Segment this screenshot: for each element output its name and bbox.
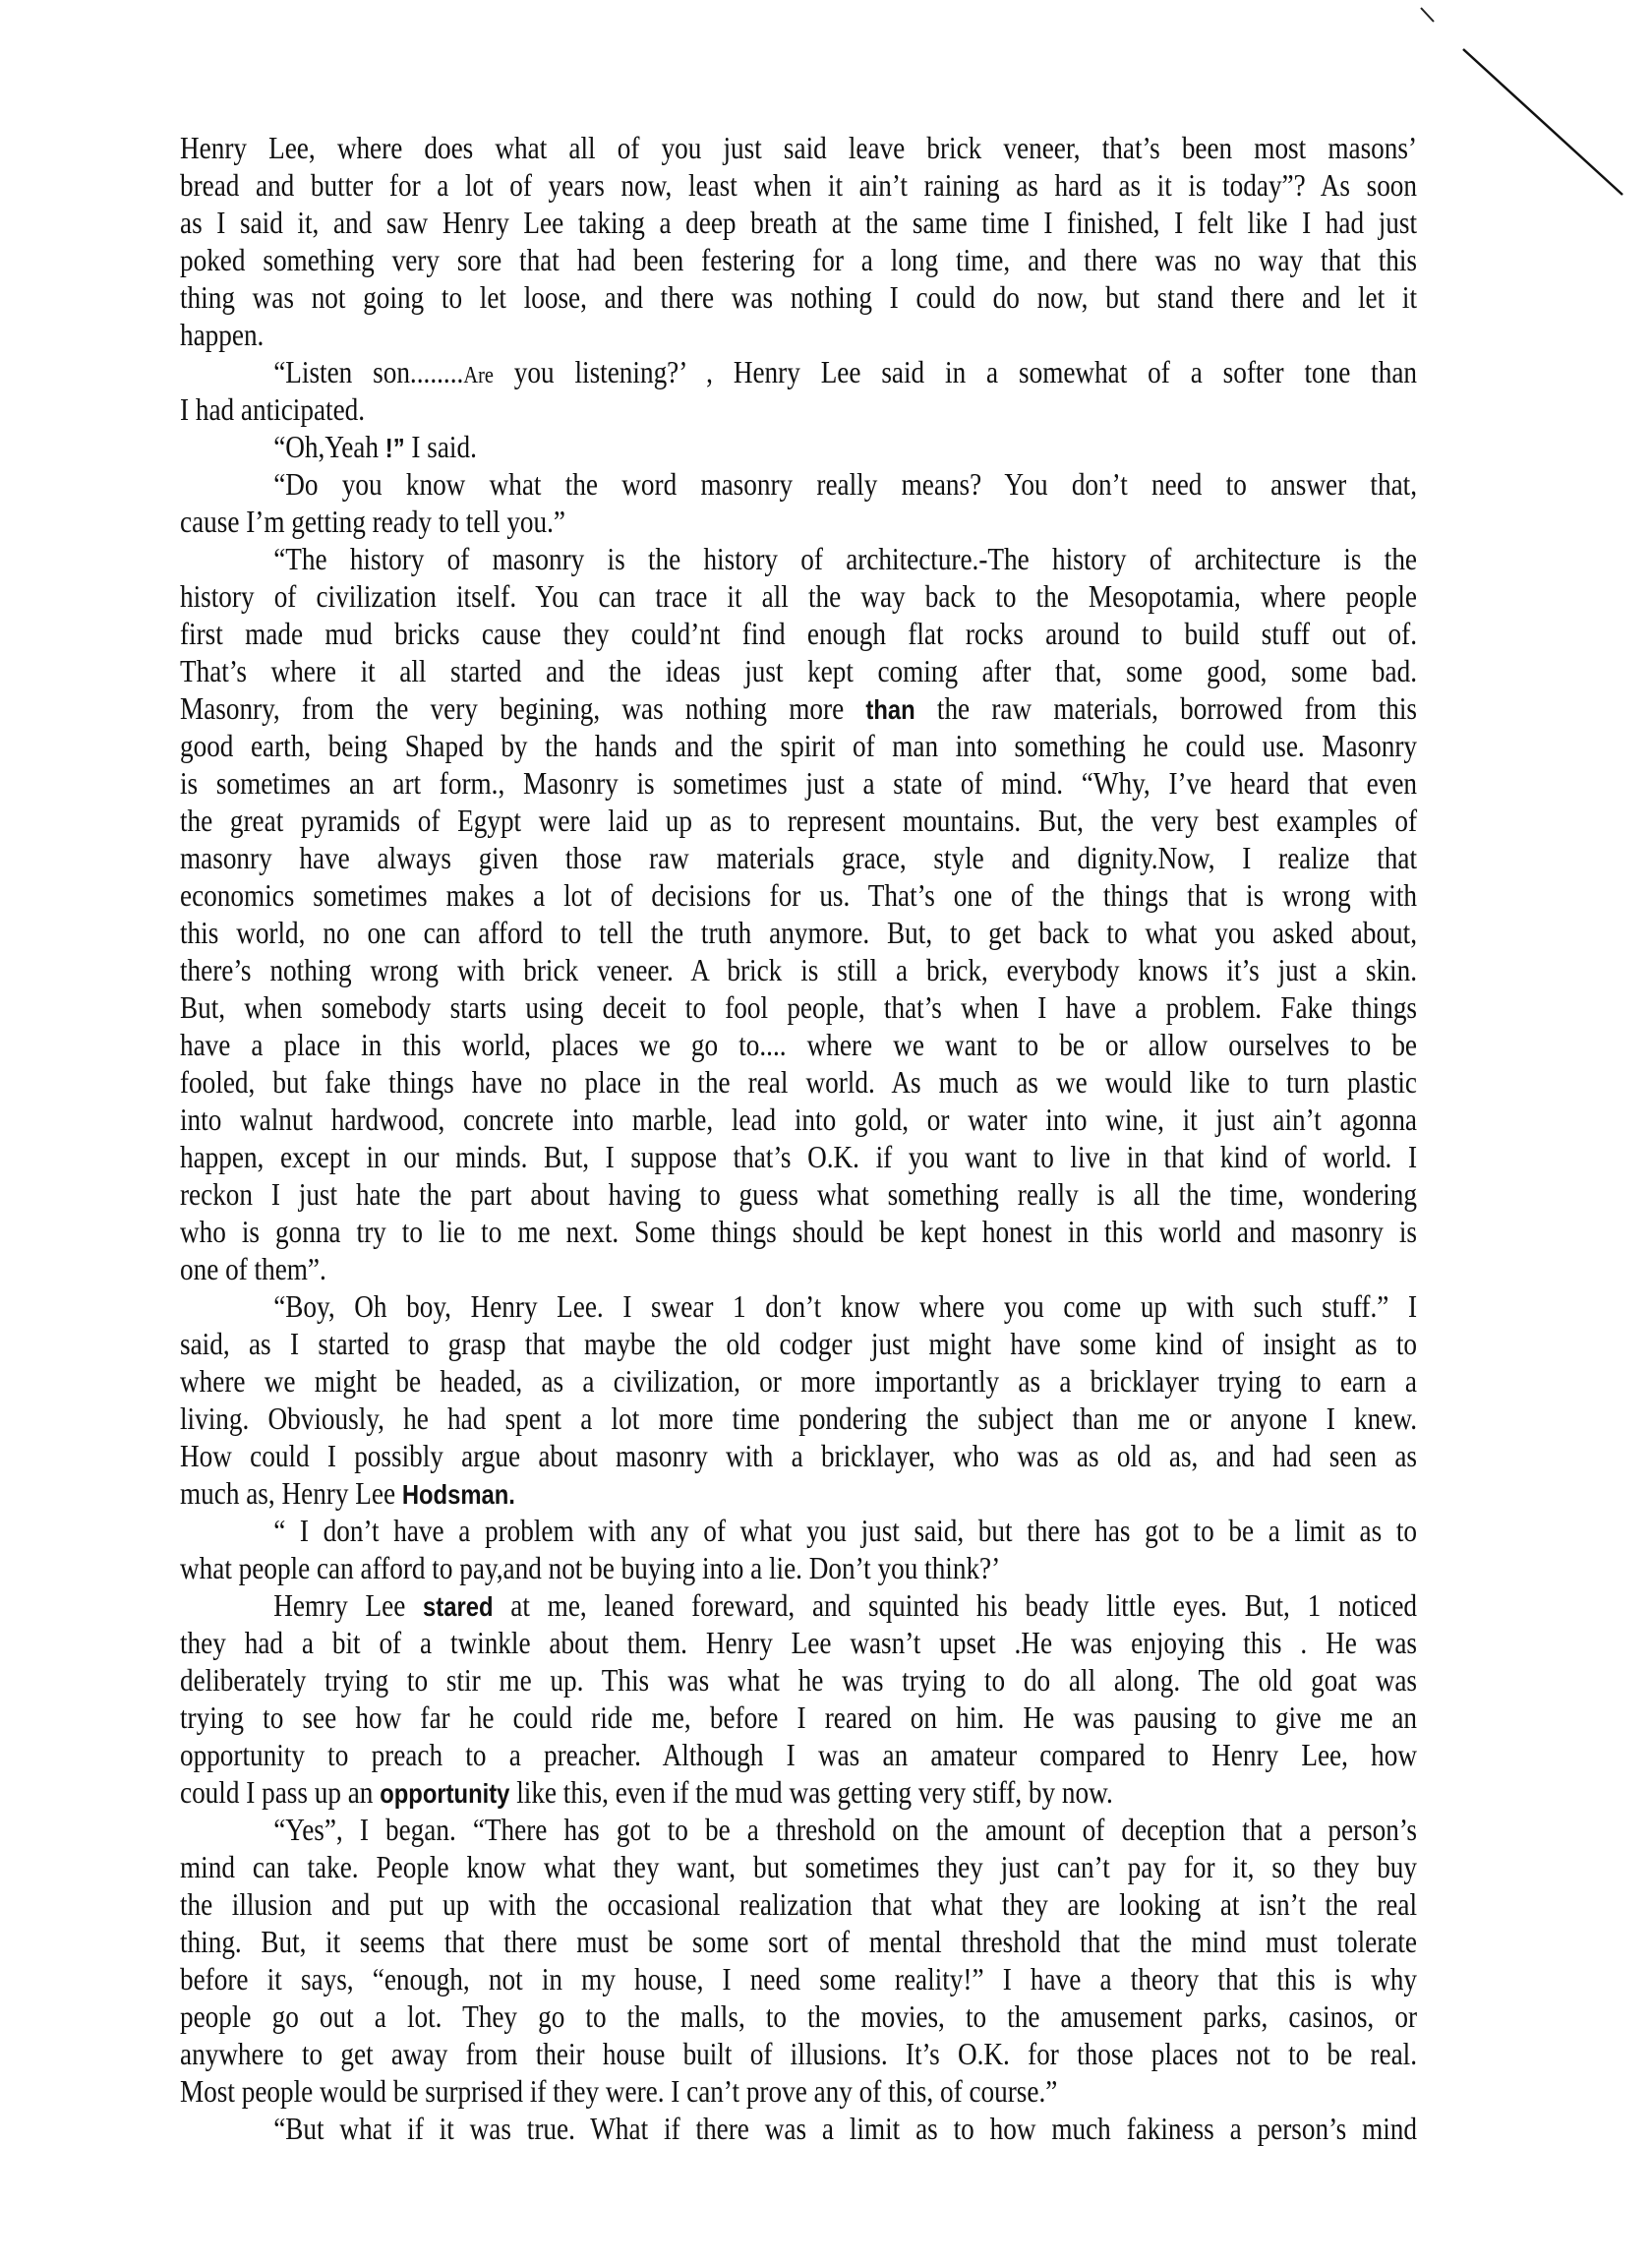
bold-text-segment: than — [865, 694, 915, 725]
text-line-content: “Do you know what the word masonry really means? You don’t need to answer that, — [273, 466, 1418, 502]
text-line-content: the illusion and put up with the occasional realization that what they are looking at isn’t the real — [180, 1886, 1417, 1922]
text-line — [180, 316, 1417, 353]
text-line — [180, 1736, 1417, 1773]
text-segment: you listening?’ , Henry Lee said in a somewhat of a softer tone than — [493, 354, 1418, 389]
text-line — [180, 1960, 1417, 1997]
text-line-content — [180, 1586, 1417, 1626]
text-line-content: “Boy, Oh boy, Henry Lee. I swear 1 don’t know where you come up with such stuff.” I — [273, 1288, 1418, 1324]
text-line-content: who is gonna try to lie to me next. Some things should be kept honest in this world and masonry is — [180, 1214, 1417, 1249]
text-line — [180, 540, 1417, 577]
text-line-content: into walnut hardwood, concrete into marble, lead into gold, or water into wine, it just ain’t agonna — [180, 1102, 1417, 1137]
text-line — [180, 914, 1417, 951]
text-line — [180, 988, 1417, 1026]
text-line — [180, 1885, 1417, 1923]
text-line — [180, 802, 1417, 839]
text-line — [180, 1661, 1417, 1699]
text-line — [180, 689, 1417, 727]
text-line-content: they had a bit of a twinkle about them. Henry Lee wasn’t upset .He was enjoying this . He was — [180, 1625, 1417, 1660]
text-line-content: economics sometimes makes a lot of decisions for us. That’s one of the things that is wrong with — [180, 877, 1417, 913]
text-line-content: mind can take. People know what they want, but sometimes they just can’t pay for it, so they buy — [180, 1849, 1417, 1884]
text-line — [180, 1549, 1417, 1586]
text-line-content: “ I don’t have a problem with any of what you just said, but there has got to be a limit as to — [273, 1513, 1418, 1548]
text-segment: at me, leaned foreward, and squinted his beady little eyes. But, 1 noticed — [493, 1587, 1418, 1623]
text-line — [180, 1848, 1417, 1885]
text-line-content: have a place in this world, places we go to.... where we want to be or allow ourselves to be — [180, 1027, 1417, 1062]
text-line — [180, 166, 1417, 204]
text-line-content: good earth, being Shaped by the hands and the spirit of man into something he could use. Masonry — [180, 728, 1417, 763]
text-line — [180, 1063, 1417, 1101]
text-line — [180, 1997, 1417, 2035]
text-line-content: Most people would be surprised if they were. I can’t prove any of this, of course.” — [180, 2073, 1058, 2109]
text-line-content: reckon I just hate the part about having to guess what something really is all the time, wondering — [180, 1176, 1417, 1212]
bold-text-segment: opportunity — [380, 1778, 510, 1809]
text-line-content: happen, except in our minds. But, I suppose that’s O.K. if you want to live in that kind of world. I — [180, 1139, 1417, 1174]
text-line-content: first made mud bricks cause they could’nt find enough flat rocks around to build stuff out of. — [180, 616, 1417, 651]
text-line-content: poked something very sore that had been festering for a long time, and there was no way that this — [180, 242, 1417, 277]
text-line-content: “The history of masonry is the history of architecture.-The history of architecture is the — [273, 541, 1418, 576]
text-line-content: anywhere to get away from their house built of illusions. It’s O.K. for those places not to be real. — [180, 2036, 1417, 2071]
text-line-content: what people can afford to pay,and not be buying into a lie. Don’t you think?’ — [180, 1550, 1001, 1585]
text-segment: Hemry Lee — [273, 1587, 424, 1623]
text-line — [180, 1699, 1417, 1736]
text-line — [180, 241, 1417, 278]
text-line — [180, 1362, 1417, 1400]
text-line-content: cause I’m getting ready to tell you.” — [180, 504, 565, 539]
text-line-content: “But what if it was true. What if there was a limit as to how much fakiness a person’s mind — [273, 2111, 1418, 2146]
text-line — [180, 1586, 1417, 1624]
text-line — [180, 615, 1417, 652]
text-line-content: thing was not going to let loose, and there was nothing I could do now, but stand there and let it — [180, 279, 1417, 315]
text-line — [180, 1624, 1417, 1661]
text-line — [180, 839, 1417, 876]
text-line-content — [180, 1773, 1417, 1813]
text-line — [180, 1923, 1417, 1960]
text-line-content: “Yes”, I began. “There has got to be a threshold on the amount of deception that a person’s — [273, 1812, 1418, 1847]
text-segment: Masonry, from the very begining, was nothing more — [180, 690, 866, 726]
text-line — [180, 2072, 1417, 2110]
text-segment: much as, Henry Lee — [180, 1475, 402, 1511]
text-line — [180, 876, 1417, 914]
text-line-content: masonry have always given those raw materials grace, style and dignity.Now, I realize that — [180, 840, 1417, 875]
text-line — [180, 129, 1417, 166]
text-line-content: opportunity to preach to a preacher. Although I was an amateur compared to Henry Lee, how — [180, 1737, 1417, 1772]
text-line-content: people go out a lot. They go to the malls, to the movies, to the amusement parks, casinos, or — [180, 1998, 1417, 2034]
text-line — [180, 1773, 1417, 1811]
text-segment: like this, even if the mud was getting very stiff, by now. — [509, 1774, 1113, 1810]
text-line — [180, 1138, 1417, 1175]
text-line-content: the great pyramids of Egypt were laid up as to represent mountains. But, the very best examples of — [180, 803, 1417, 838]
text-line-content: there’s nothing wrong with brick veneer. A brick is still a brick, everybody knows it’s just a skin. — [180, 952, 1417, 987]
bold-text-segment: Hodsman. — [401, 1479, 515, 1510]
text-line — [180, 951, 1417, 988]
bold-text-segment: stared — [423, 1591, 494, 1622]
text-line-content: history of civilization itself. You can trace it all the way back to the Mesopotamia, where people — [180, 578, 1417, 614]
text-line — [180, 1400, 1417, 1437]
text-line-content — [180, 1474, 1417, 1514]
document-page-text — [180, 129, 1417, 2147]
pen-stroke-short — [1421, 8, 1434, 22]
text-line-content: But, when somebody starts using deceit to fool people, that’s when I have a problem. Fake things — [180, 989, 1417, 1025]
text-line — [180, 1026, 1417, 1063]
text-line-content: fooled, but fake things have no place in the real world. As much as we would like to turn plastic — [180, 1064, 1417, 1100]
text-line — [180, 353, 1417, 390]
text-line-content: happen. — [180, 317, 265, 352]
text-line-content: where we might be headed, as a civilization, or more importantly as a bricklayer trying to earn a — [180, 1363, 1417, 1399]
text-line-content — [180, 353, 1417, 394]
text-line — [180, 727, 1417, 764]
text-line-content: is sometimes an art form., Masonry is sometimes just a state of mind. “Why, I’ve heard that even — [180, 765, 1417, 801]
text-line-content: That’s where it all started and the ideas just kept coming after that, some good, some bad. — [180, 653, 1417, 688]
text-line-content: said, as I started to grasp that maybe the old codger just might have some kind of insight as to — [180, 1326, 1417, 1361]
bold-text-segment: !” — [384, 433, 405, 463]
text-line-content: before it says, “enough, not in my house, I need some reality!” I have a theory that this is why — [180, 1961, 1417, 1997]
text-line-content: I had anticipated. — [180, 391, 366, 427]
text-line — [180, 1437, 1417, 1474]
text-line — [180, 204, 1417, 241]
text-line — [180, 428, 1417, 465]
text-line — [180, 2035, 1417, 2072]
text-line — [180, 1213, 1417, 1250]
text-line — [180, 465, 1417, 503]
text-line — [180, 1175, 1417, 1213]
text-line — [180, 1811, 1417, 1848]
text-line — [180, 503, 1417, 540]
text-line-content: this world, no one can afford to tell the truth anymore. But, to get back to what you asked about, — [180, 915, 1417, 950]
text-line-content: thing. But, it seems that there must be some sort of mental threshold that the mind must tolerate — [180, 1924, 1417, 1959]
text-line — [180, 764, 1417, 802]
text-segment: “Listen son........ — [273, 354, 464, 389]
text-line-content — [180, 428, 1417, 467]
text-line — [180, 1287, 1417, 1325]
text-line — [180, 1512, 1417, 1549]
text-segment: could I pass up an — [180, 1774, 381, 1810]
text-line-content — [180, 689, 1417, 729]
text-line-content: deliberately trying to stir me up. This was what he was trying to do all along. The old goat was — [180, 1662, 1417, 1698]
text-line — [180, 1474, 1417, 1512]
text-line — [180, 278, 1417, 316]
text-line — [180, 390, 1417, 428]
text-line — [180, 2110, 1417, 2147]
text-line — [180, 577, 1417, 615]
text-line-content: Henry Lee, where does what all of you just said leave brick veneer, that’s been most masons’ — [180, 130, 1417, 165]
text-line-content: How could I possibly argue about masonry with a bricklayer, who was as old as, and had seen as — [180, 1438, 1417, 1473]
text-segment: Are — [463, 363, 494, 388]
text-segment: “Oh,Yeah — [273, 429, 385, 464]
pen-stroke-long — [1463, 49, 1622, 195]
text-line-content: living. Obviously, he had spent a lot more time pondering the subject than me or anyone I knew. — [180, 1401, 1417, 1436]
text-line — [180, 652, 1417, 689]
text-line-content: bread and butter for a lot of years now, least when it ain’t raining as hard as it is today”? As soon — [180, 167, 1417, 203]
text-line-content: one of them”. — [180, 1251, 326, 1286]
text-line — [180, 1101, 1417, 1138]
text-segment: the raw materials, borrowed from this — [914, 690, 1418, 726]
text-line — [180, 1325, 1417, 1362]
text-line-content: trying to see how far he could ride me, before I reared on him. He was pausing to give me an — [180, 1699, 1417, 1735]
text-line-content: as I said it, and saw Henry Lee taking a deep breath at the same time I finished, I felt like I had just — [180, 205, 1417, 240]
text-line — [180, 1250, 1417, 1287]
text-segment: I said. — [404, 429, 477, 464]
